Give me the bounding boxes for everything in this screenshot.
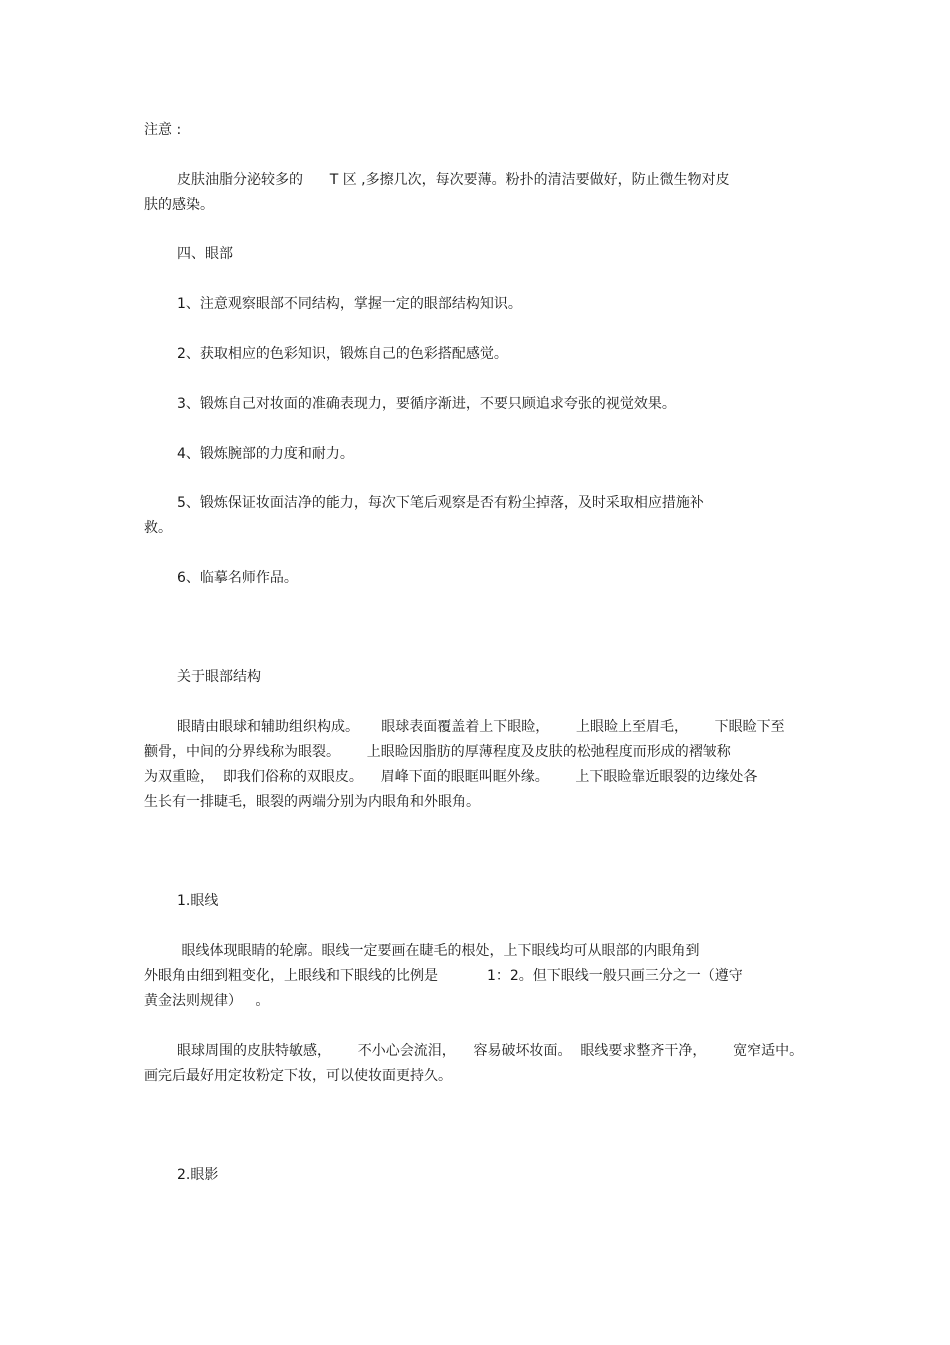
eye-section-heading: 四、眼部 <box>177 246 233 262</box>
eyeliner-p1-line-3: 黄金法则规律） 。 <box>144 993 270 1009</box>
structure-line-3: 为双重睑， 即我们俗称的双眼皮。 眉峰下面的眼眶叫眶外缘。 上下眼睑靠近眼裂的边缘处各 <box>144 769 758 785</box>
eye-item-5-cont: 救。 <box>144 520 172 536</box>
eyeliner-heading: 1.眼线 <box>177 893 219 909</box>
structure-line-1: 眼睛由眼球和辅助组织构成。 眼球表面覆盖着上下眼睑， 上眼睑上至眉毛， 下眼睑下至 <box>177 719 785 735</box>
structure-line-2: 颧骨，中间的分界线称为眼裂。 上眼睑因脂肪的厚薄程度及皮肤的松弛程度而形成的褶皱称 <box>144 744 731 760</box>
structure-heading: 关于眼部结构 <box>177 669 261 685</box>
note-heading: 注意 : <box>144 122 182 138</box>
eye-item-4: 4、锻炼腕部的力度和耐力。 <box>177 446 354 462</box>
eyeliner-p2-line-1: 眼球周围的皮肤特敏感， 不小心会流泪， 容易破坏妆面。 眼线要求整齐干净， 宽窄适中。 <box>177 1043 804 1059</box>
note-line-1: 皮肤油脂分泌较多的 T 区 ,多擦几次，每次要薄。粉扑的清洁要做好，防止微生物对皮 <box>177 172 730 188</box>
note-line-2: 肤的感染。 <box>144 197 214 213</box>
eyeshadow-heading: 2.眼影 <box>177 1167 219 1183</box>
eyeliner-p1-line-1: 眼线体现眼睛的轮廓。眼线一定要画在睫毛的根处，上下眼线均可从眼部的内眼角到 <box>177 943 700 959</box>
eyeliner-p2-line-2: 画完后最好用定妆粉定下妆，可以使妆面更持久。 <box>144 1068 452 1084</box>
eyeliner-p1-line-2: 外眼角由细到粗变化，上眼线和下眼线的比例是 1：2。但下眼线一般只画三分之一（遵守 <box>144 968 743 984</box>
eye-item-3: 3、锻炼自己对妆面的准确表现力，要循序渐进，不要只顾追求夸张的视觉效果。 <box>177 396 676 412</box>
eye-item-6: 6、临摹名师作品。 <box>177 570 298 586</box>
eye-item-1: 1、注意观察眼部不同结构，掌握一定的眼部结构知识。 <box>177 296 522 312</box>
eye-item-2: 2、获取相应的色彩知识，锻炼自己的色彩搭配感觉。 <box>177 346 508 362</box>
eye-item-5: 5、锻炼保证妆面洁净的能力，每次下笔后观察是否有粉尘掉落，及时采取相应措施补 <box>177 495 704 511</box>
structure-line-4: 生长有一排睫毛，眼裂的两端分别为内眼角和外眼角。 <box>144 794 480 810</box>
